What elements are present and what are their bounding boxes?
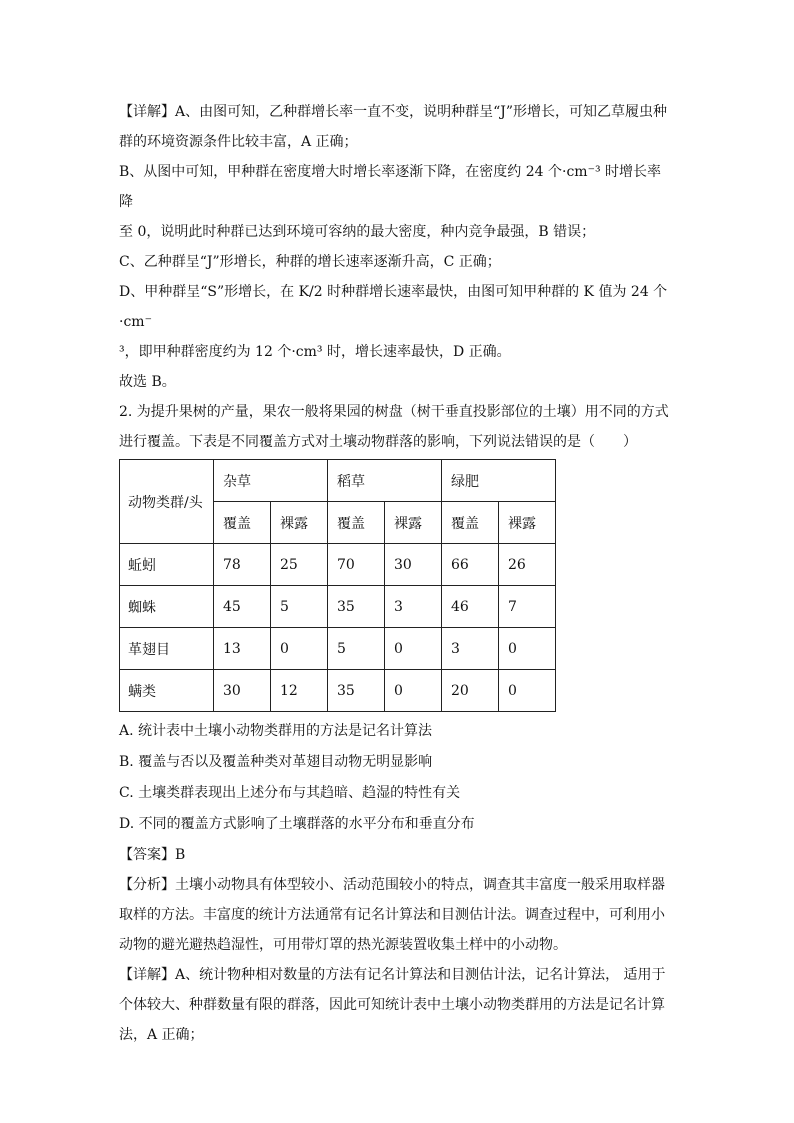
row-label: 革翅目 xyxy=(120,628,214,670)
table-cell: 20 xyxy=(442,670,499,712)
answer-line: 【答案】B xyxy=(119,847,186,863)
text-line: 法，A 正确； xyxy=(119,1027,204,1043)
table-cell: 12 xyxy=(271,670,328,712)
table-cell: 3 xyxy=(442,628,499,670)
table-cell: 35 xyxy=(328,670,385,712)
option-d: D. 不同的覆盖方式影响了土壤群落的水平分布和垂直分布 xyxy=(119,816,475,832)
option-c: C. 土壤类群表现出上述分布与其趋暗、趋湿的特性有关 xyxy=(119,785,461,801)
subheader-cell: 裸露 xyxy=(385,502,442,544)
table-header-row xyxy=(120,460,556,502)
table-cell: 0 xyxy=(499,628,556,670)
table-cell: 45 xyxy=(214,586,271,628)
table-row xyxy=(120,544,556,586)
row-label: 螨类 xyxy=(120,670,214,712)
row-label: 蜘蛛 xyxy=(120,586,214,628)
table-cell: 0 xyxy=(499,670,556,712)
text-line: ³，即甲种群密度约为 12 个·cm³ 时，增长速率最快，D 正确。 xyxy=(119,344,511,360)
text-line: D、甲种群呈“S”形增长，在 K/2 时种群增长速率最快，由图可知甲种群的 K 值为 24 个·cm⁻ xyxy=(119,284,668,330)
table-cell: 70 xyxy=(328,544,385,586)
text-line: 至 0，说明此时种群已达到环境可容纳的最大密度，种内竞争最强，B 错误； xyxy=(119,224,596,240)
text-line: 【详解】A、统计物种相对数量的方法有记名计算法和目测估计法，记名计算法， 适用于 xyxy=(119,967,666,983)
table-cell: 66 xyxy=(442,544,499,586)
analysis-section xyxy=(119,870,675,960)
subheader-cell: 覆盖 xyxy=(214,502,271,544)
table-cell: 5 xyxy=(328,628,385,670)
detail-section-2 xyxy=(119,960,675,1050)
text-line: 取样的方法。丰富度的统计方法通常有记名计算法和目测估计法。调查过程中，可利用小 xyxy=(119,907,665,923)
table-cell: 5 xyxy=(271,586,328,628)
text-line: 故选 B。 xyxy=(119,374,176,390)
soil-animal-table xyxy=(119,459,556,712)
document-page xyxy=(119,97,675,1050)
table-row xyxy=(120,670,556,712)
table-corner-header: 动物类群/头 xyxy=(120,460,214,544)
text-line: 【详解】A、由图可知，乙种群增长率一直不变，说明种群呈“J”形增长，可知乙草履虫种 xyxy=(119,104,668,120)
table-cell: 0 xyxy=(271,628,328,670)
group-header: 绿肥 xyxy=(442,460,556,502)
table-row xyxy=(120,586,556,628)
group-header: 杂草 xyxy=(214,460,328,502)
text-line: C、乙种群呈“J”形增长，种群的增长速率逐渐升高，C 正确； xyxy=(119,254,501,270)
table-row xyxy=(120,628,556,670)
question-stem-line: 2. 为提升果树的产量，果农一般将果园的树盘（树干垂直投影部位的土壤）用不同的方式 xyxy=(119,404,669,420)
subheader-cell: 覆盖 xyxy=(328,502,385,544)
row-label: 蚯蚓 xyxy=(120,544,214,586)
table-cell: 25 xyxy=(271,544,328,586)
table-cell: 7 xyxy=(499,586,556,628)
table-cell: 0 xyxy=(385,628,442,670)
question-stem-line: 进行覆盖。下表是不同覆盖方式对土壤动物群落的影响，下列说法错误的是（ ） xyxy=(119,434,637,450)
table-cell: 3 xyxy=(385,586,442,628)
subheader-cell: 裸露 xyxy=(499,502,556,544)
group-header: 稻草 xyxy=(328,460,442,502)
data-table-container xyxy=(119,459,675,712)
text-line: 动物的避光避热趋湿性，可用带灯罩的热光源装置收集土样中的小动物。 xyxy=(119,937,567,953)
table-cell: 26 xyxy=(499,544,556,586)
table-cell: 78 xyxy=(214,544,271,586)
option-a: A. 统计表中土壤小动物类群用的方法是记名计算法 xyxy=(119,723,433,739)
text-line: 群的环境资源条件比较丰富，A 正确； xyxy=(119,134,358,150)
text-line: 【分析】土壤小动物具有体型较小、活动范围较小的特点，调查其丰富度一般采用取样器 xyxy=(119,877,665,893)
question-2 xyxy=(119,397,675,457)
answer-options xyxy=(119,716,675,840)
detail-section-1 xyxy=(119,97,675,397)
text-line: 个体较大、种群数量有限的群落，因此可知统计表中土壤小动物类群用的方法是记名计算 xyxy=(119,997,665,1013)
table-cell: 0 xyxy=(385,670,442,712)
subheader-cell: 覆盖 xyxy=(442,502,499,544)
table-cell: 13 xyxy=(214,628,271,670)
subheader-cell: 裸露 xyxy=(271,502,328,544)
text-line: B、从图中可知，甲种群在密度增大时增长率逐渐下降，在密度约 24 个·cm⁻³ 时增长率降 xyxy=(119,164,662,210)
option-b: B. 覆盖与否以及覆盖种类对革翅目动物无明显影响 xyxy=(119,754,433,770)
table-cell: 46 xyxy=(442,586,499,628)
table-cell: 30 xyxy=(214,670,271,712)
table-cell: 35 xyxy=(328,586,385,628)
table-cell: 30 xyxy=(385,544,442,586)
